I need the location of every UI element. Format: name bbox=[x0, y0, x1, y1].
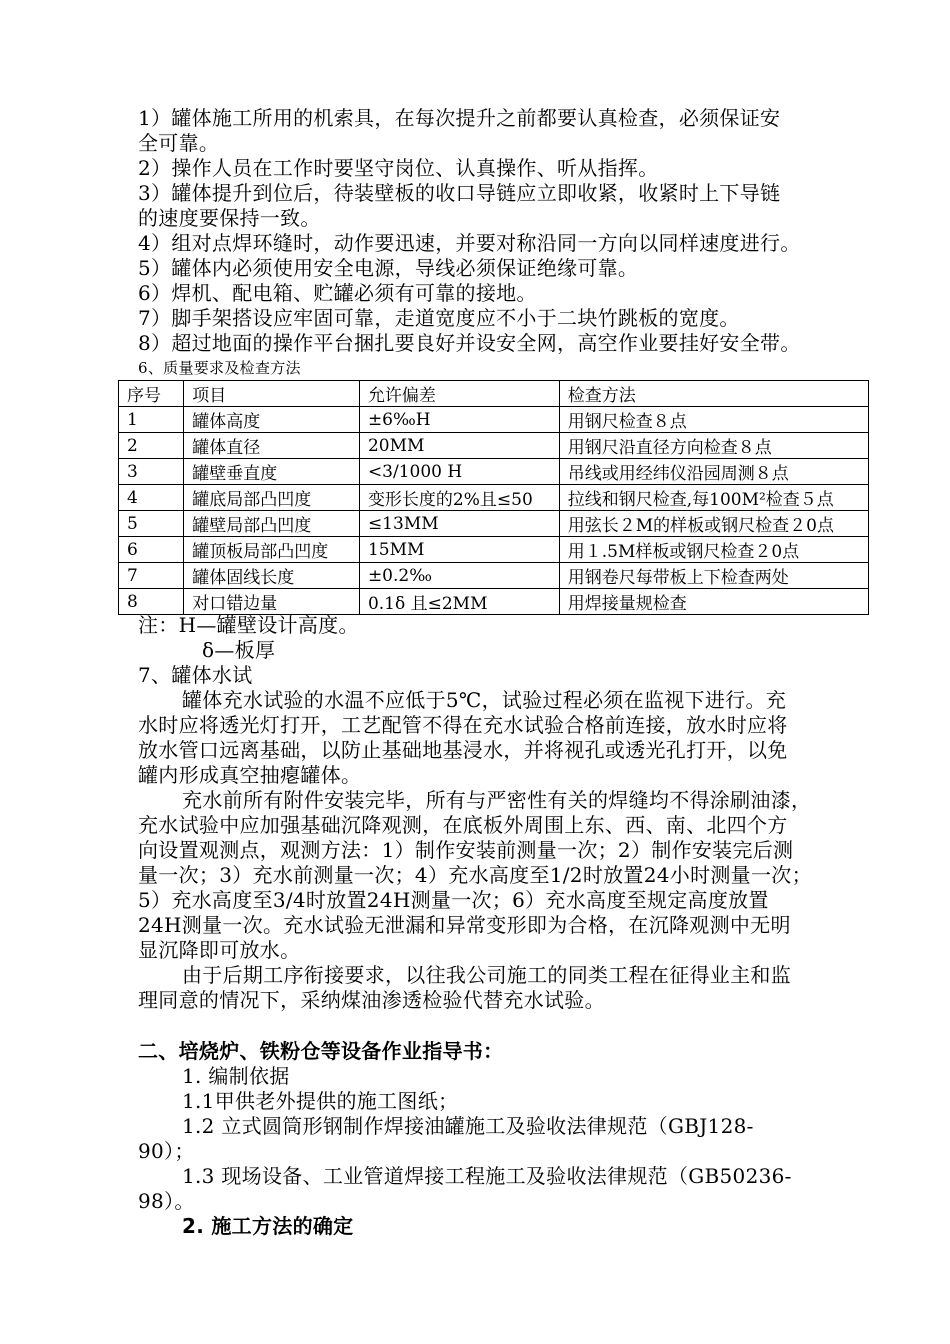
section7-para1-line1: 罐体充水试验的水温不应低于5℃，试验过程必须在监视下进行。充 bbox=[182, 688, 787, 712]
quality-table bbox=[118, 380, 869, 615]
table-cell: 变形长度的2%且≤50 bbox=[359, 485, 559, 511]
table-row bbox=[119, 407, 869, 433]
table-cell: 用钢尺沿直径方向检查８点 bbox=[559, 433, 868, 459]
table-cell: 8 bbox=[119, 589, 184, 615]
note-h: 注：H—罐壁设计高度。 bbox=[138, 613, 359, 637]
table-cell: 罐壁垂直度 bbox=[184, 459, 360, 485]
section7-para3-line2: 理同意的情况下，采纳煤油渗透检验代替充水试验。 bbox=[138, 988, 605, 1012]
section7-para2-line3: 向设置观测点，观测方法：1）制作安装前测量一次；2）制作安装完后测 bbox=[138, 838, 794, 862]
basis-item-1-2-cont: 90）； bbox=[138, 1139, 195, 1163]
table-cell: 1 bbox=[119, 407, 184, 433]
safety-item-6: 6）焊机、配电箱、贮罐必须有可靠的接地。 bbox=[138, 281, 537, 305]
basis-item-1-2: 1.2 立式圆筒形钢制作焊接油罐施工及验收法律规范（GBJ128- bbox=[182, 1114, 754, 1138]
table-row bbox=[119, 589, 869, 615]
table-cell: 吊线或用经纬仪沿园周测８点 bbox=[559, 459, 868, 485]
header-cell: 项目 bbox=[184, 381, 360, 407]
table-cell: 2 bbox=[119, 433, 184, 459]
table-cell: 6 bbox=[119, 537, 184, 563]
basis-title: 1. 编制依据 bbox=[182, 1064, 290, 1088]
section7-para1-line3: 放水管口远离基础，以防止基础地基浸水，并将视孔或透光孔打开，以免 bbox=[138, 738, 788, 762]
table-cell: ±0.2‰ bbox=[359, 563, 559, 589]
basis-item-1-3-cont: 98）。 bbox=[138, 1189, 195, 1213]
safety-item-1: 1）罐体施工所用的机索具，在每次提升之前都要认真检查，必须保证安 bbox=[138, 106, 781, 130]
table-cell: 罐底局部凸凹度 bbox=[184, 485, 360, 511]
section7-para2-line2: 充水试验中应加强基础沉降观测，在底板外周围上东、西、南、北四个方 bbox=[138, 813, 788, 837]
table-row bbox=[119, 433, 869, 459]
table-header-row bbox=[119, 381, 869, 407]
table-cell: 用弦长２M的样板或钢尺检查２0点 bbox=[559, 511, 868, 537]
note-delta: δ—板厚 bbox=[202, 638, 276, 662]
basis-item-1-1: 1.1甲供老外提供的施工图纸； bbox=[182, 1089, 459, 1113]
table-cell: 15MM bbox=[359, 537, 559, 563]
basis-item-1-3: 1.3 现场设备、工业管道焊接工程施工及验收法律规范（GB50236- bbox=[182, 1164, 792, 1188]
section7-title: 7、罐体水试 bbox=[138, 663, 253, 687]
safety-item-8: 8）超过地面的操作平台捆扎要良好并设安全网，高空作业要挂好安全带。 bbox=[138, 331, 801, 355]
section7-para3-line1: 由于后期工序衔接要求，以往我公司施工的同类工程在征得业主和监 bbox=[182, 963, 791, 987]
table-cell: 拉线和钢尺检查,每100M²检查５点 bbox=[559, 485, 868, 511]
section7-para1-line4: 罐内形成真空抽瘪罐体。 bbox=[138, 763, 362, 787]
method-title: 2. 施工方法的确定 bbox=[182, 1214, 354, 1238]
safety-item-3-cont: 的速度要保持一致。 bbox=[138, 206, 321, 230]
section7-para1-line2: 水时应将透光灯打开，工艺配管不得在充水试验合格前连接，放水时应将 bbox=[138, 713, 788, 737]
table-cell: 用钢尺检查８点 bbox=[559, 407, 868, 433]
safety-item-1-cont: 全可靠。 bbox=[138, 131, 220, 155]
section7-para2-line5: 5）充水高度至3/4时放置24H测量一次；6）充水高度至规定高度放置 bbox=[138, 888, 769, 912]
safety-item-7: 7）脚手架搭设应牢固可靠，走道宽度应不小于二块竹跳板的宽度。 bbox=[138, 306, 740, 330]
table-row bbox=[119, 459, 869, 485]
table-row bbox=[119, 537, 869, 563]
table-cell: 0.1δ 且≤2MM bbox=[359, 589, 559, 615]
table-cell: <3/1000 H bbox=[359, 459, 559, 485]
safety-item-2: 2）操作人员在工作时要坚守岗位、认真操作、听从指挥。 bbox=[138, 156, 659, 180]
table-cell: 罐体固线长度 bbox=[184, 563, 360, 589]
section7-para2-line6: 24H测量一次。充水试验无泄漏和异常变形即为合格，在沉降观测中无明 bbox=[138, 913, 791, 937]
table-cell: 对口错边量 bbox=[184, 589, 360, 615]
header-cell: 允许偏差 bbox=[359, 381, 559, 407]
header-cell: 序号 bbox=[119, 381, 184, 407]
quality-section-title: 6、质量要求及检查方法 bbox=[138, 359, 301, 377]
safety-item-5: 5）罐体内必须使用安全电源，导线必须保证绝缘可靠。 bbox=[138, 256, 639, 280]
table-cell: 罐壁局部凸凹度 bbox=[184, 511, 360, 537]
table-cell: 3 bbox=[119, 459, 184, 485]
safety-item-4: 4）组对点焊环缝时，动作要迅速，并要对称沿同一方向以同样速度进行。 bbox=[138, 231, 801, 255]
section7-para2-line7: 显沉降即可放水。 bbox=[138, 938, 301, 962]
table-cell: 用钢卷尺每带板上下检查两处 bbox=[559, 563, 868, 589]
table-cell: 罐体高度 bbox=[184, 407, 360, 433]
safety-item-3: 3）罐体提升到位后，待装壁板的收口导链应立即收紧，收紧时上下导链 bbox=[138, 181, 781, 205]
table-cell: ≤13MM bbox=[359, 511, 559, 537]
table-row bbox=[119, 485, 869, 511]
table-cell: 7 bbox=[119, 563, 184, 589]
table-cell: 5 bbox=[119, 511, 184, 537]
table-cell: 用焊接量规检查 bbox=[559, 589, 868, 615]
table-cell: ±6‰H bbox=[359, 407, 559, 433]
table-cell: 罐体直径 bbox=[184, 433, 360, 459]
table-row bbox=[119, 563, 869, 589]
header-cell: 检查方法 bbox=[559, 381, 868, 407]
table-cell: 4 bbox=[119, 485, 184, 511]
section7-para2-line1: 充水前所有附件安装完毕，所有与严密性有关的焊缝均不得涂刷油漆， bbox=[182, 788, 812, 812]
table-cell: 用１.5M样板或钢尺检查２0点 bbox=[559, 537, 868, 563]
table-row bbox=[119, 511, 869, 537]
section7-para2-line4: 量一次；3）充水前测量一次；4）充水高度至1/2时放置24小时测量一次； bbox=[138, 863, 812, 887]
section2-title: 二、培烧炉、铁粉仓等设备作业指导书： bbox=[138, 1039, 504, 1063]
table-cell: 20MM bbox=[359, 433, 559, 459]
table-cell: 罐顶板局部凸凹度 bbox=[184, 537, 360, 563]
